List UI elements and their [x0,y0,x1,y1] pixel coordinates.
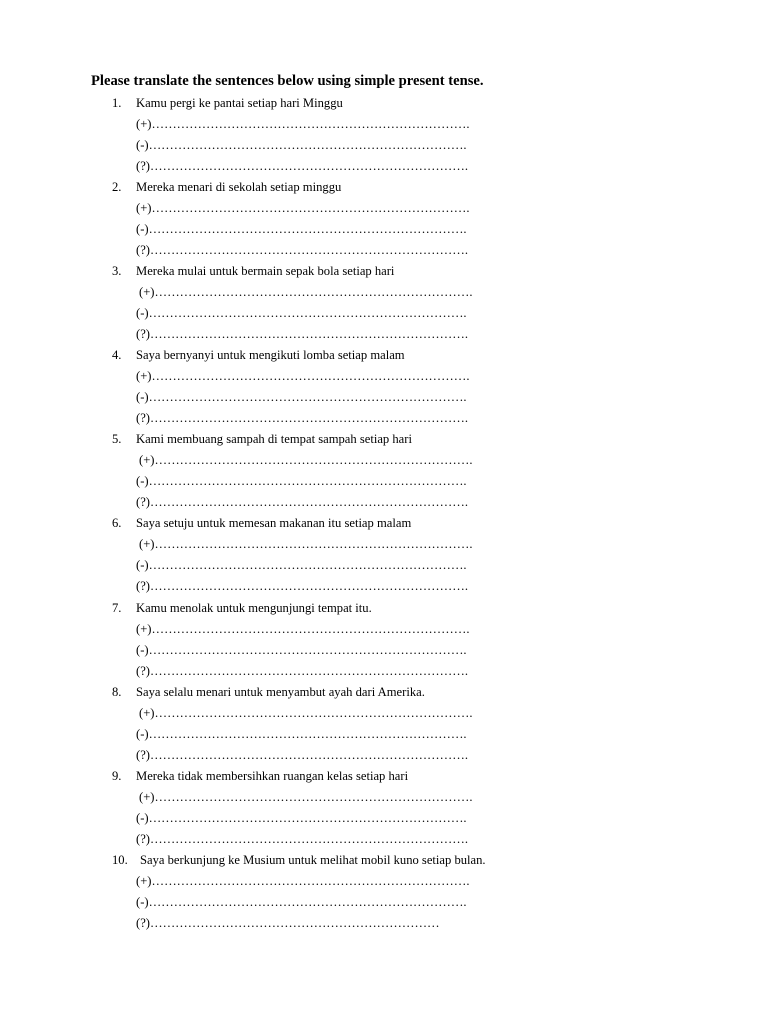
exercise-item-4 [0,347,768,431]
item-sentence: Mereka tidak membersihkan ruangan kelas setiap hari [136,768,409,783]
question-answer-line: (?)…………………………………………………………………. [136,747,468,762]
positive-answer-line: (+)…………………………………………………………………. [136,621,470,636]
item-sentence: Kamu menolak untuk mengunjungi tempat itu. [136,600,372,615]
item-number: 7. [112,600,122,615]
exercise-item-3 [0,263,768,347]
item-sentence: Saya bernyanyi untuk mengikuti lomba setiap malam [136,348,405,363]
exercise-item-9 [0,768,768,852]
item-number: 8. [112,684,122,699]
item-sentence: Saya setuju untuk memesan makanan itu setiap malam [136,516,412,531]
exercise-list [0,95,768,936]
item-number: 3. [112,264,122,279]
exercise-item-7 [0,600,768,684]
question-answer-line: (?)…………………………………………………………………. [136,579,468,594]
question-answer-line: (?)…………………………………………………………………. [136,411,468,426]
positive-answer-line: (+)…………………………………………………………………. [139,285,473,300]
item-number: 10. [112,852,128,867]
question-answer-line: (?)…………………………………………………………………. [136,663,468,678]
negative-answer-line: (-)…………………………………………………………………. [136,306,467,321]
negative-answer-line: (-)…………………………………………………………………. [136,642,467,657]
item-number: 1. [112,96,122,110]
item-sentence: Kami membuang sampah di tempat sampah setiap hari [136,432,412,447]
negative-answer-line: (-)…………………………………………………………………. [136,390,467,405]
item-number: 2. [112,180,122,195]
negative-answer-line: (-)…………………………………………………………………. [136,474,467,489]
item-number: 4. [112,348,122,363]
negative-answer-line: (-)…………………………………………………………………. [136,810,467,825]
item-sentence: Saya berkunjung ke Musium untuk melihat mobil kuno setiap bulan. [140,852,486,867]
positive-answer-line: (+)…………………………………………………………………. [139,705,473,720]
exercise-item-5 [0,431,768,515]
exercise-item-1 [0,95,768,179]
item-number: 9. [112,768,122,783]
question-answer-line: (?)…………………………………………………………………. [136,327,468,342]
positive-answer-line: (+)…………………………………………………………………. [139,453,473,468]
negative-answer-line: (-)…………………………………………………………………. [136,138,467,152]
question-answer-line: (?)…………………………………………………………… [136,915,440,930]
positive-answer-line: (+)…………………………………………………………………. [139,537,473,552]
negative-answer-line: (-)…………………………………………………………………. [136,558,467,573]
question-answer-line: (?)…………………………………………………………………. [136,495,468,510]
item-number: 6. [112,516,122,531]
exercise-item-6 [0,515,768,599]
positive-answer-line: (+)…………………………………………………………………. [136,369,470,384]
item-number: 5. [112,432,122,447]
negative-answer-line: (-)…………………………………………………………………. [136,726,467,741]
question-answer-line: (?)…………………………………………………………………. [136,243,468,258]
positive-answer-line: (+)…………………………………………………………………. [139,789,473,804]
worksheet-instruction-title: Please translate the sentences below using simple present tense. [91,73,484,89]
question-answer-line: (?)…………………………………………………………………. [136,831,468,846]
question-answer-line: (?)…………………………………………………………………. [136,159,468,173]
positive-answer-line: (+)…………………………………………………………………. [136,201,470,216]
item-sentence: Mereka mulai untuk bermain sepak bola setiap hari [136,264,395,279]
item-sentence: Kamu pergi ke pantai setiap hari Minggu [136,96,343,110]
positive-answer-line: (+)…………………………………………………………………. [136,117,470,131]
negative-answer-line: (-)…………………………………………………………………. [136,222,467,237]
item-sentence: Mereka menari di sekolah setiap minggu [136,180,342,195]
negative-answer-line: (-)…………………………………………………………………. [136,894,467,909]
exercise-item-2 [0,179,768,263]
item-sentence: Saya selalu menari untuk menyambut ayah dari Amerika. [136,684,425,699]
exercise-item-10 [0,852,768,936]
positive-answer-line: (+)…………………………………………………………………. [136,873,470,888]
exercise-item-8 [0,684,768,768]
